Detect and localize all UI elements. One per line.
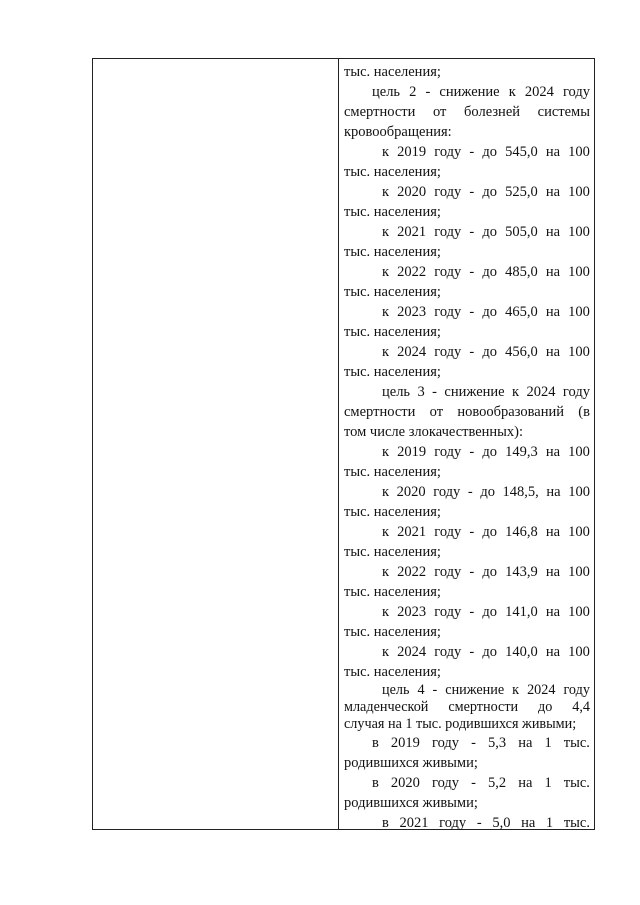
word: 456,0 — [505, 344, 538, 360]
word: 148,5, — [502, 484, 539, 500]
word: 2 — [409, 84, 417, 100]
word: году — [434, 144, 462, 160]
word: тыс. населения; — [344, 164, 441, 180]
text-line — [344, 753, 590, 773]
text-line — [344, 222, 590, 242]
word: цель — [382, 384, 411, 400]
word: тыс. населения; — [344, 364, 441, 380]
word: 525,0 — [505, 184, 538, 200]
word: - — [432, 682, 438, 698]
word: к — [382, 484, 390, 500]
word: - — [469, 444, 475, 460]
word: на — [518, 735, 533, 751]
word: смертности — [344, 404, 416, 420]
word: до — [482, 564, 498, 580]
text-line — [344, 813, 590, 833]
text-line — [344, 62, 590, 82]
word: - — [467, 484, 473, 500]
word: 2022 — [397, 564, 427, 580]
word: на — [546, 484, 561, 500]
text-line — [344, 202, 590, 222]
word: цель — [382, 682, 410, 698]
word: 100 — [568, 224, 590, 240]
text-line — [344, 102, 590, 122]
word: случая на 1 тыс. родившихся живыми; — [344, 716, 577, 732]
word: 2021 — [397, 524, 427, 540]
word: болезней — [464, 104, 521, 120]
word: тыс. населения; — [344, 464, 441, 480]
text-line — [344, 182, 590, 202]
word: до — [482, 444, 498, 460]
word: тыс. населения; — [344, 204, 441, 220]
word: 2024 — [526, 384, 556, 400]
text-line — [344, 682, 590, 699]
word: смертности — [448, 699, 519, 715]
text-line — [344, 82, 590, 102]
word: - — [471, 775, 476, 791]
word: родившихся живыми; — [344, 755, 478, 771]
word: году — [434, 564, 462, 580]
word: году — [439, 815, 467, 831]
word: году — [433, 484, 461, 500]
word: 100 — [568, 184, 590, 200]
text-line — [344, 602, 590, 622]
word: на — [545, 444, 561, 460]
word: 100 — [568, 344, 590, 360]
word: 1 — [545, 815, 554, 831]
word: к — [512, 384, 520, 400]
text-line — [344, 362, 590, 382]
word: снижение — [445, 682, 505, 698]
word: - — [425, 84, 431, 100]
word: тыс. — [563, 775, 590, 791]
word: до — [480, 484, 495, 500]
word: новообразований — [457, 404, 564, 420]
document-table — [92, 58, 595, 830]
text-line — [344, 716, 590, 733]
word: 2019 — [390, 735, 420, 751]
text-line — [344, 322, 590, 342]
word: на — [518, 775, 533, 791]
word: до — [482, 184, 498, 200]
word: к — [382, 184, 390, 200]
word: до — [482, 224, 498, 240]
word: - — [432, 384, 437, 400]
word: году — [434, 604, 462, 620]
word: кровообращения: — [344, 124, 452, 140]
word: 1 — [544, 735, 552, 751]
word: к — [382, 344, 390, 360]
word: году — [563, 682, 590, 698]
text-line — [344, 402, 590, 422]
text-line — [344, 482, 590, 502]
word: 4 — [417, 682, 425, 698]
word: 2020 — [397, 184, 427, 200]
word: на — [545, 564, 561, 580]
word: 5,0 — [492, 815, 511, 831]
word: до — [482, 304, 498, 320]
word: 2019 — [397, 444, 427, 460]
word: на — [545, 144, 561, 160]
word: 140,0 — [505, 644, 538, 660]
word: 485,0 — [505, 264, 538, 280]
word: 100 — [568, 524, 590, 540]
word: 1 — [544, 775, 552, 791]
text-line — [344, 562, 590, 582]
word: к — [508, 84, 516, 100]
word: 545,0 — [505, 144, 538, 160]
text-line — [344, 342, 590, 362]
text-line — [344, 462, 590, 482]
word: к — [382, 224, 390, 240]
word: смертности — [344, 104, 416, 120]
word: до — [482, 524, 498, 540]
word: к — [382, 304, 390, 320]
word: 100 — [568, 144, 590, 160]
text-line — [344, 242, 590, 262]
word: на — [521, 815, 536, 831]
word: - — [469, 524, 475, 540]
word: 465,0 — [505, 304, 538, 320]
word: 5,3 — [488, 735, 507, 751]
word: 2022 — [397, 264, 427, 280]
word: до — [482, 264, 498, 280]
text-line — [344, 442, 590, 462]
word: году — [431, 735, 460, 751]
text-line — [344, 142, 590, 162]
text-line — [344, 282, 590, 302]
word: 146,8 — [505, 524, 538, 540]
word: снижение — [444, 384, 505, 400]
word: - — [469, 264, 475, 280]
word: в — [372, 775, 379, 791]
word: тыс. населения; — [344, 544, 441, 560]
word: 2020 — [396, 484, 426, 500]
word: 4,4 — [572, 699, 590, 715]
word: 2024 — [397, 644, 427, 660]
word: цель — [372, 84, 401, 100]
word: 100 — [568, 264, 590, 280]
word: - — [471, 735, 476, 751]
word: - — [469, 224, 475, 240]
word: году — [434, 304, 462, 320]
word: - — [469, 564, 475, 580]
text-line — [344, 662, 590, 682]
word: 100 — [568, 644, 590, 660]
word: 2020 — [390, 775, 420, 791]
word: 100 — [568, 604, 590, 620]
word: тыс. населения; — [344, 284, 441, 300]
word: году — [434, 644, 462, 660]
word: 143,9 — [505, 564, 538, 580]
word: том числе злокачественных): — [344, 424, 524, 440]
text-line — [344, 502, 590, 522]
text-line — [344, 382, 590, 402]
word: году — [434, 184, 462, 200]
word: тыс. населения; — [344, 664, 441, 680]
goals-text-cell — [344, 62, 590, 833]
word: тыс. населения; — [344, 64, 441, 80]
word: к — [382, 444, 390, 460]
word: году — [434, 444, 462, 460]
word: 100 — [568, 304, 590, 320]
word: 100 — [568, 564, 590, 580]
word: на — [545, 184, 561, 200]
word: 2019 — [397, 144, 427, 160]
word: системы — [537, 104, 590, 120]
word: тыс. населения; — [344, 504, 441, 520]
word: 505,0 — [505, 224, 538, 240]
word: тыс. населения; — [344, 624, 441, 640]
word: году — [562, 84, 590, 100]
word: на — [545, 304, 561, 320]
word: 100 — [568, 444, 590, 460]
word: (в — [578, 404, 590, 420]
word: году — [431, 775, 460, 791]
word: году — [434, 264, 462, 280]
word: в — [372, 735, 379, 751]
word: году — [434, 344, 462, 360]
text-line — [344, 642, 590, 662]
word: до — [538, 699, 553, 715]
text-line — [344, 302, 590, 322]
word: к — [382, 264, 390, 280]
word: - — [476, 815, 482, 831]
word: 2024 — [527, 682, 556, 698]
word: от — [429, 404, 444, 420]
word: 149,3 — [505, 444, 538, 460]
word: тыс. населения; — [344, 324, 441, 340]
text-line — [344, 162, 590, 182]
text-line — [344, 582, 590, 602]
word: 2021 — [397, 224, 427, 240]
word: 2024 — [397, 344, 427, 360]
text-line — [344, 122, 590, 142]
text-line — [344, 699, 590, 716]
text-line — [344, 422, 590, 442]
word: - — [469, 604, 475, 620]
text-line — [344, 622, 590, 642]
word: 141,0 — [505, 604, 538, 620]
word: к — [382, 604, 390, 620]
word: - — [469, 144, 475, 160]
word: 5,2 — [488, 775, 507, 791]
text-line — [344, 522, 590, 542]
text-line — [344, 542, 590, 562]
word: до — [482, 604, 498, 620]
word: от — [433, 104, 447, 120]
word: 3 — [417, 384, 425, 400]
word: до — [482, 644, 498, 660]
word: 100 — [568, 484, 590, 500]
word: году — [434, 224, 462, 240]
column-divider — [338, 59, 339, 829]
word: году — [434, 524, 462, 540]
word: 2023 — [397, 304, 427, 320]
text-line — [344, 262, 590, 282]
text-line — [344, 733, 590, 753]
word: к — [382, 644, 390, 660]
word: на — [545, 344, 561, 360]
word: на — [545, 604, 561, 620]
word: младенческой — [344, 699, 429, 715]
word: в — [382, 815, 389, 831]
word: к — [382, 564, 390, 580]
text-line — [344, 773, 590, 793]
word: тыс. — [563, 815, 590, 831]
word: на — [545, 264, 561, 280]
word: - — [469, 304, 475, 320]
word: родившихся живыми; — [344, 795, 478, 811]
word: к — [382, 524, 390, 540]
word: к — [382, 144, 390, 160]
word: - — [469, 644, 475, 660]
word: тыс. — [563, 735, 590, 751]
word: 2021 — [399, 815, 429, 831]
word: снижение — [439, 84, 500, 100]
word: году — [562, 384, 590, 400]
word: 2024 — [524, 84, 554, 100]
text-line — [344, 793, 590, 813]
word: тыс. населения; — [344, 244, 441, 260]
word: до — [482, 144, 498, 160]
word: - — [469, 344, 475, 360]
word: до — [482, 344, 498, 360]
word: к — [512, 682, 520, 698]
word: на — [545, 644, 561, 660]
word: на — [545, 524, 561, 540]
word: тыс. населения; — [344, 584, 441, 600]
word: 2023 — [397, 604, 427, 620]
word: - — [469, 184, 475, 200]
word: на — [545, 224, 561, 240]
